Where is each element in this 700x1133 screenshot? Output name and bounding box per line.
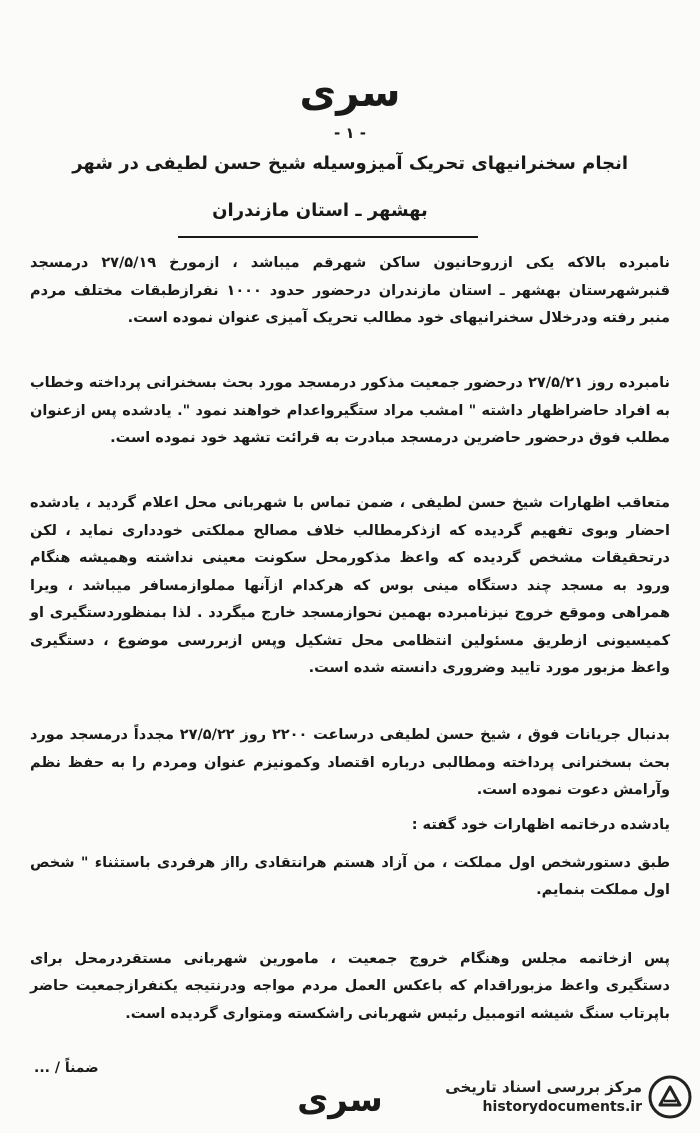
watermark-text: [445, 1077, 642, 1117]
title-underline: [178, 236, 478, 238]
watermark-logo-icon: [648, 1075, 692, 1119]
watermark: [402, 1068, 692, 1126]
classification-header: سری: [299, 70, 401, 116]
footer-note: ضمناً / ...: [34, 1060, 99, 1076]
document-body: [30, 250, 670, 1040]
document-title-line1: انجام سخنرانیهای تحریک آمیزوسیله شیخ حسن لطیفی در شهر: [72, 153, 628, 174]
paragraph: طبق دستورشخص اول مملکت ، من آزاد هستم هرانتقادی رااز هرفردی باستثناء " شخص اول مملکت بنمایم.: [30, 854, 670, 898]
classification-footer: سری: [297, 1080, 383, 1120]
paragraph: نامبرده روز ۲۷/۵/۲۱ درحضور جمعیت مذکور درمسجد مورد بحث بسخنرانی پرداخته وخطاب به افراد حاضراظهار داشته " امشب مراد ستگیرواعدام خواهند نمود ". یادشده پس ازعنوان مطلب فوق درحضور حاضرین درمسجد مبادرت به قرائت تشهد خود نموده است.: [30, 375, 670, 446]
page-number: - ۱ -: [333, 124, 367, 142]
paragraph: یادشده درخاتمه اظهارات خود گفته :: [411, 817, 670, 833]
paragraph: پس ازخاتمه مجلس وهنگام خروج جمعیت ، مامورین شهربانی مستقردرمحل برای دستگیری واعظ مزبوراقدام که باعکس العمل مردم مواجه ودرنتیجه یکنفرازجمعیت حاضر باپرتاب سنگ شیشه اتومبیل رئیس شهربانی راشکسته ومتواری گردیده است.: [30, 950, 670, 1022]
paragraph: بدنبال جریانات فوق ، شیخ حسن لطیفی درساعت ۲۲۰۰ روز ۲۷/۵/۲۲ مجدداً درمسجد مورد بحث بسخنرانی پرداخته ومطالبی درباره اقتصاد وکمونیزم عنوان ومردم را به حفظ نظم وآرامش دعوت نموده است.: [30, 727, 670, 798]
paragraph: نامبرده بالاکه یکی ازروحانیون ساکن شهرقم میباشد ، ازمورخ ۲۷/۵/۱۹ درمسجد قنبرشهرستان بهشهر ـ استان مازندران درحضور حدود ۱۰۰۰ نفرازطبقات مختلف مردم منبر رفته ودرخلال سخنرانیهای خود مطالب تحریک آمیزی عنوان نموده است.: [30, 255, 670, 326]
watermark-url: historydocuments.ir: [482, 1099, 642, 1115]
watermark-name: مرکز بررسی اسناد تاریخی: [445, 1078, 642, 1096]
paragraph: متعاقب اظهارات شیخ حسن لطیفی ، ضمن تماس با شهربانی محل اعلام گردید ، یادشده احضار وبوی تفهیم گردیده که ازذکرمطالب خلاف مصالح مملکتی خودداری نماید ، لکن درتحقیقات مشخص گردیده که واعظ مذکورمحل سکونت معینی نداشته وهمیشه هنگام ورود به مسجد چند دستگاه مینی بوس که هرکدام ازآنها مملوازمسافر میباشد ، ویرا همراهی وموقع خروج نیزنامبرده بهمین نحوازمسجد خارج میگردد . لذا بمنظوردستگیری او کمیسیونی ازطریق مسئولین انتظامی محل تشکیل وپس ازبررسی موضوع ، دستگیری واعظ مزبور مورد تایید وضروری دانسته شده است.: [30, 495, 670, 676]
document-title-line2: بهشهر ـ استان مازندران: [212, 200, 428, 221]
